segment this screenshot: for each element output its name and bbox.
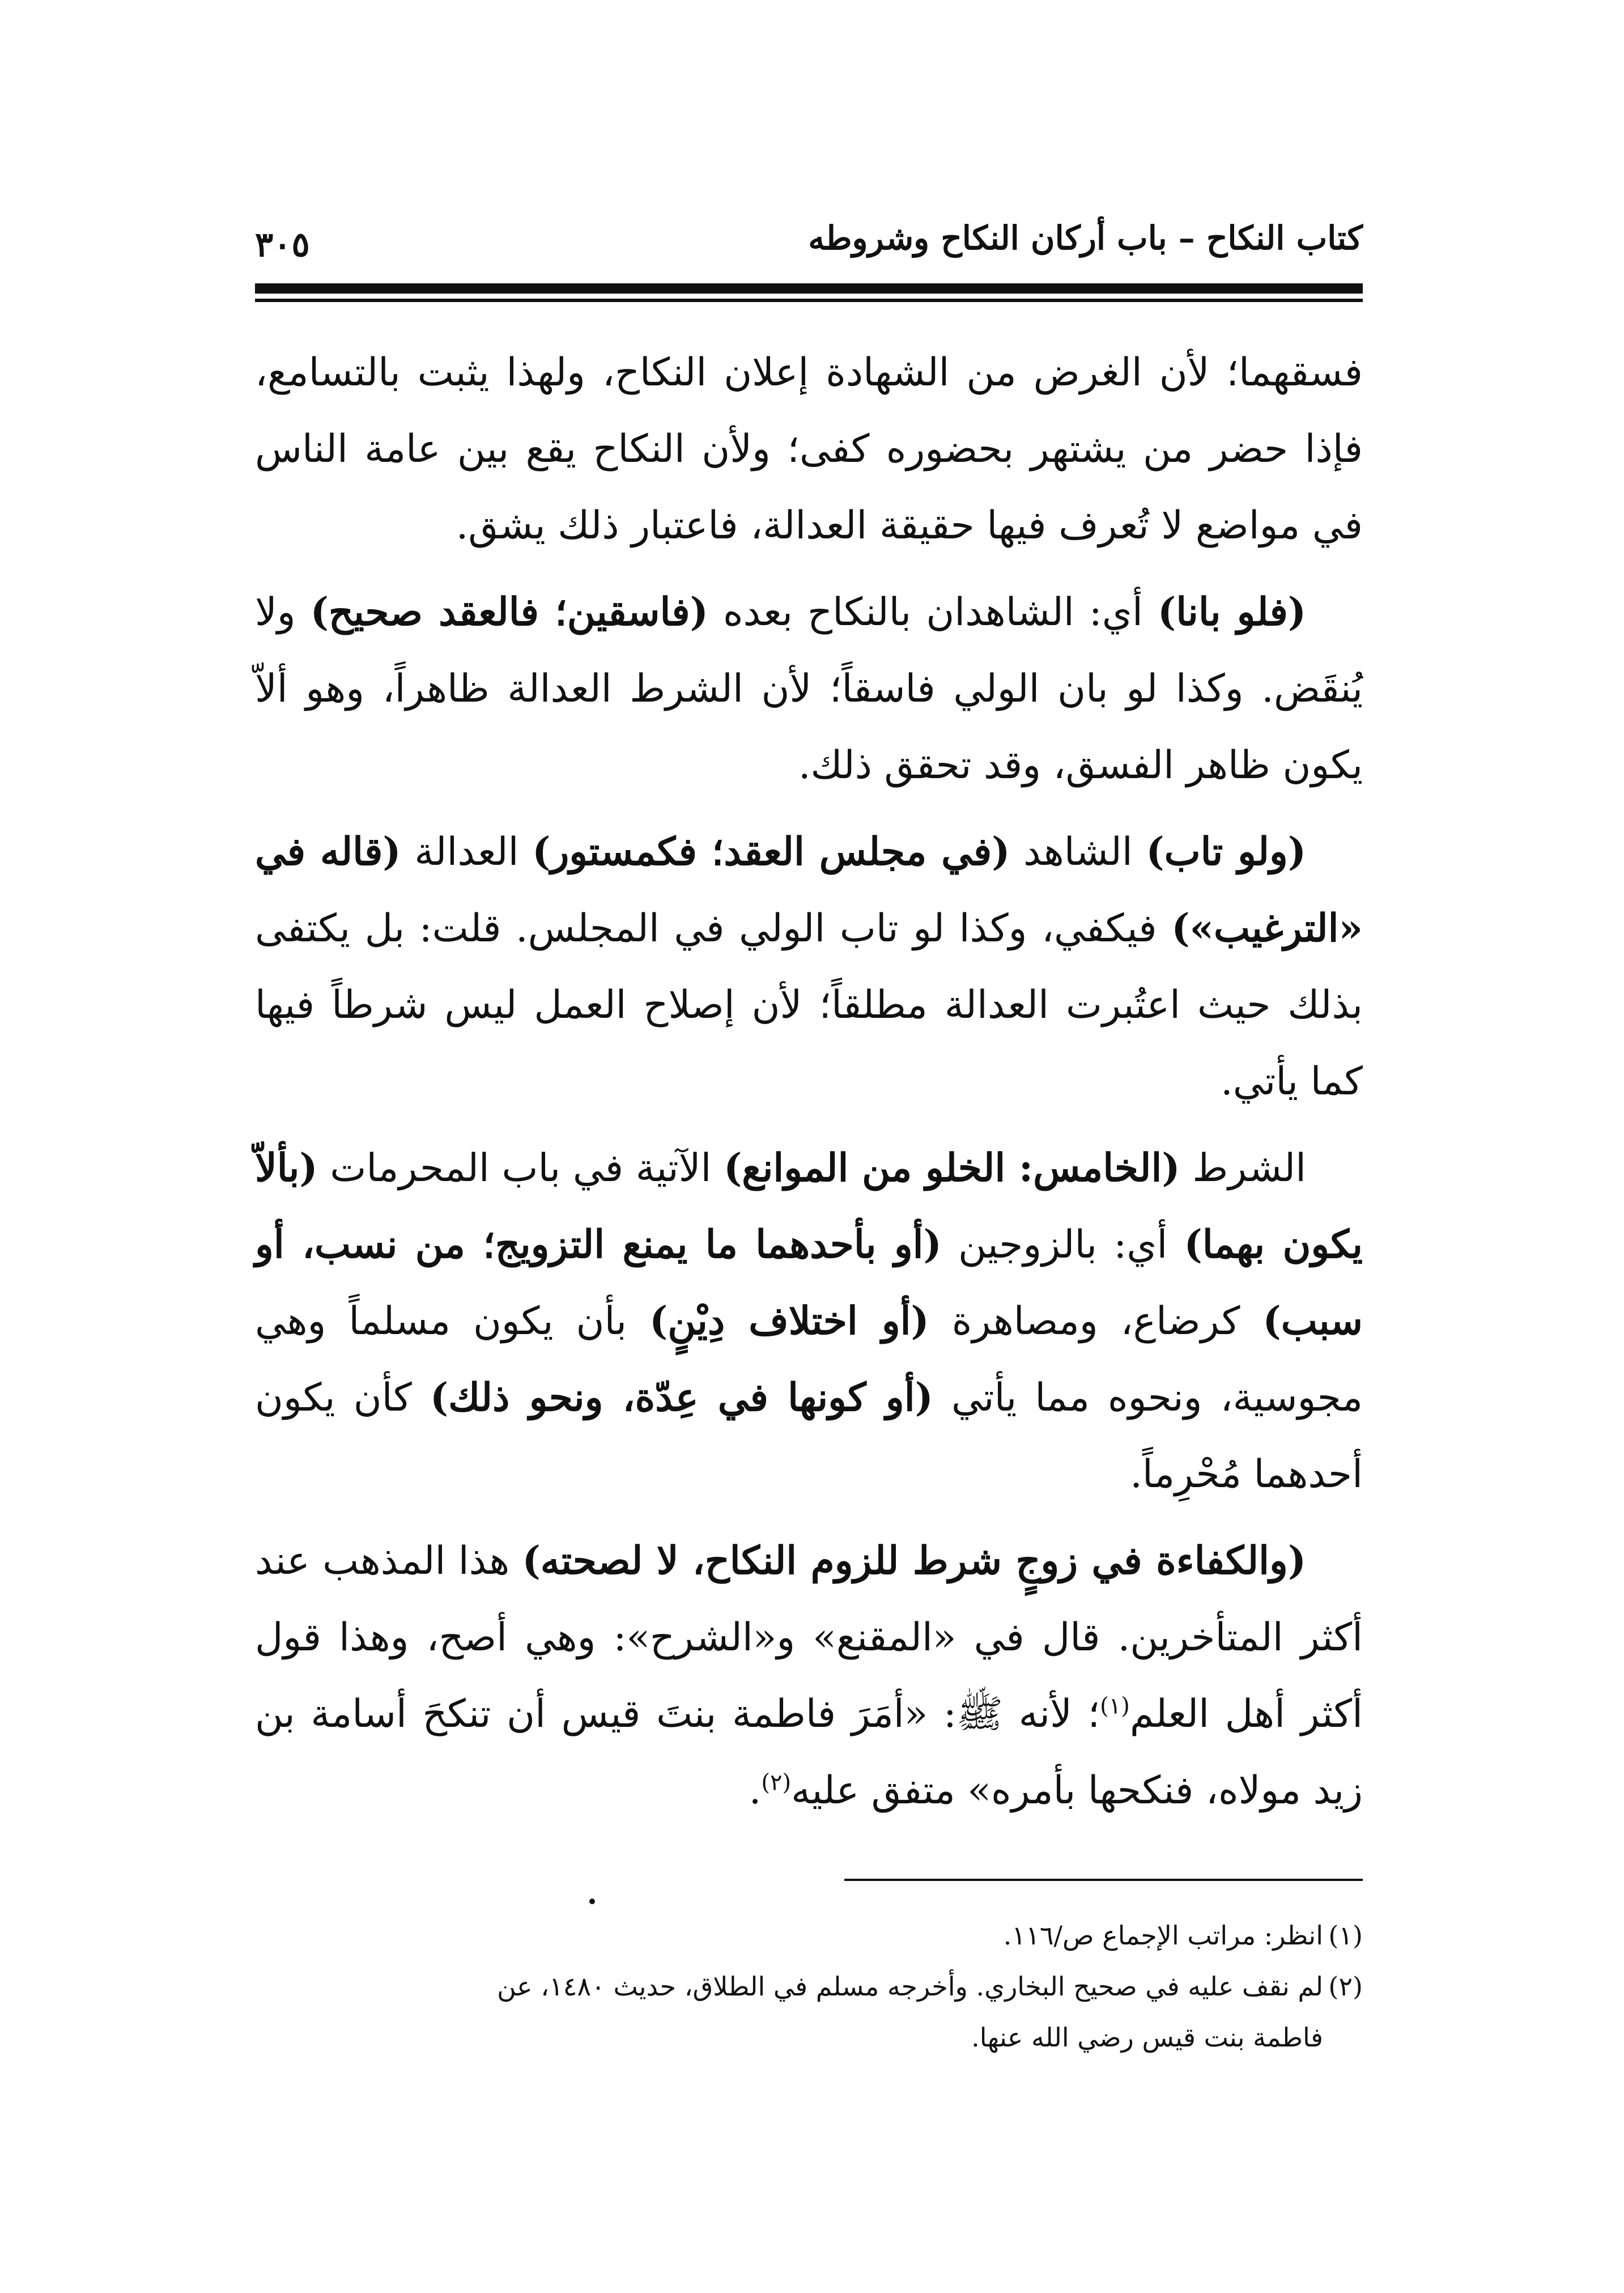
matn-phrase: (فاسقين؛ فالعقد صحيح) (310, 589, 708, 635)
matn-phrase: (أو بأحدهما ما يمنع التزويج؛ من نسب، أو سبب) (255, 1222, 1363, 1344)
page-header (255, 210, 1363, 278)
commentary-text: ؛ لأنه ﷺ: «أمَرَ فاطمة بنتَ قيس أن تنكحَ أسامة بن زيد مولاه، فنكحها بأمره» متفق عليه (255, 1692, 1363, 1813)
footnote-text: لم نقف عليه في صحيح البخاري. وأخرجه مسلم في الطلاق، حديث ١٤٨٠، عن (497, 1971, 1323, 2002)
paragraph-1-text: فسقهما؛ لأن الغرض من الشهادة إعلان النكاح، ولهذا يثبت بالتسامع، فإذا حضر من يشتهر بحضوره كفى؛ ولأن النكاح يقع بين عامة الناس في مواضع لا تُعرف فيها حقيقة العدالة، فاعتبار ذلك يشق. (255, 350, 1363, 548)
paragraph-3 (255, 814, 1363, 1120)
matn-phrase: (قاله في «الترغيب») (255, 829, 1363, 951)
matn-phrase: (ولو تاب) (1146, 829, 1306, 874)
paragraph-5 (255, 1523, 1363, 1829)
main-text (255, 334, 1363, 1829)
footnotes (255, 1910, 1363, 2063)
commentary-text: كرضاع، ومصاهرة (929, 1299, 1263, 1344)
footnote-1 (255, 1910, 1363, 1961)
commentary-text: فيكفي، وكذا لو تاب الولي في المجلس. قلت: بل يكتفى بذلك حيث اعتُبرت العدالة مطلقاً؛ لأن إصلاح العمل ليس شرطاً فيها كما يأتي. (255, 906, 1363, 1104)
footnote-ref-2[interactable]: (٢) (761, 1769, 792, 1796)
commentary-text: ولا يُنقَض. وكذا لو بان الولي فاسقاً؛ لأن الشرط العدالة ظاهراً، وهو ألاّ يكون ظاهر الفسق، وقد تحقق ذلك. (255, 590, 1363, 788)
matn-phrase: (فلو بانا) (1158, 589, 1307, 635)
matn-phrase: (الخامس: الخلو من الموانع) (724, 1145, 1180, 1191)
paragraph-4 (255, 1130, 1363, 1513)
commentary-text: العدالة (401, 830, 533, 874)
page-number: ٣٠٥ (255, 225, 310, 265)
commentary-text: . (749, 1768, 762, 1813)
footnote-number: (٢) (1328, 1971, 1363, 2002)
footnote-separator (844, 1879, 1363, 1881)
footnote-text: فاطمة بنت قيس رضي الله عنها. (971, 2022, 1323, 2053)
footnote-text: انظر: مراتب الإجماع ص/١١٦. (1003, 1920, 1323, 1951)
matn-phrase: (أو اختلاف دِيْنٍ) (649, 1298, 929, 1344)
commentary-text: الشرط (1180, 1146, 1307, 1191)
commentary-text: الآتية في باب المحرمات (317, 1146, 724, 1191)
matn-phrase: (والكفاءة في زوجٍ شرط للزوم النكاح، لا لصحته) (522, 1538, 1307, 1583)
commentary-text: هذا المذهب عند أكثر المتأخرين. قال في «المقنع» و«الشرح»: وهي أصح، وهذا قول أكثر أهل العلم (255, 1539, 1363, 1736)
paragraph-2 (255, 574, 1363, 804)
footnote-ref-1[interactable]: (١) (1100, 1693, 1130, 1719)
commentary-text: أي: الشاهدان بالنكاح بعده (708, 590, 1158, 635)
paragraph-1 (255, 334, 1363, 564)
commentary-text: أي: بالزوجين (941, 1222, 1184, 1267)
commentary-text: الشاهد (1010, 830, 1146, 874)
header-rule-thin (255, 299, 1363, 302)
matn-phrase: (بألاّ يكون بهما) (255, 1145, 1363, 1267)
running-title: كتاب النكاح – باب أركان النكاح وشروطه (808, 219, 1363, 257)
header-rule-thick (255, 283, 1363, 294)
footnote-2 (255, 1961, 1363, 2012)
matn-phrase: (في مجلس العقد؛ فكمستور) (532, 829, 1010, 874)
commentary-text: كأن يكون أحدهما مُحْرِماً. (255, 1375, 1363, 1497)
matn-phrase: (أو كونها في عِدّة، ونحو ذلك) (430, 1375, 933, 1420)
footnote-2-continuation (255, 2012, 1363, 2063)
stray-dot (589, 1899, 595, 1904)
commentary-text: بأن يكون مسلماً وهي مجوسية، ونحوه مما يأتي (255, 1299, 1363, 1420)
footnote-number: (١) (1328, 1920, 1363, 1951)
